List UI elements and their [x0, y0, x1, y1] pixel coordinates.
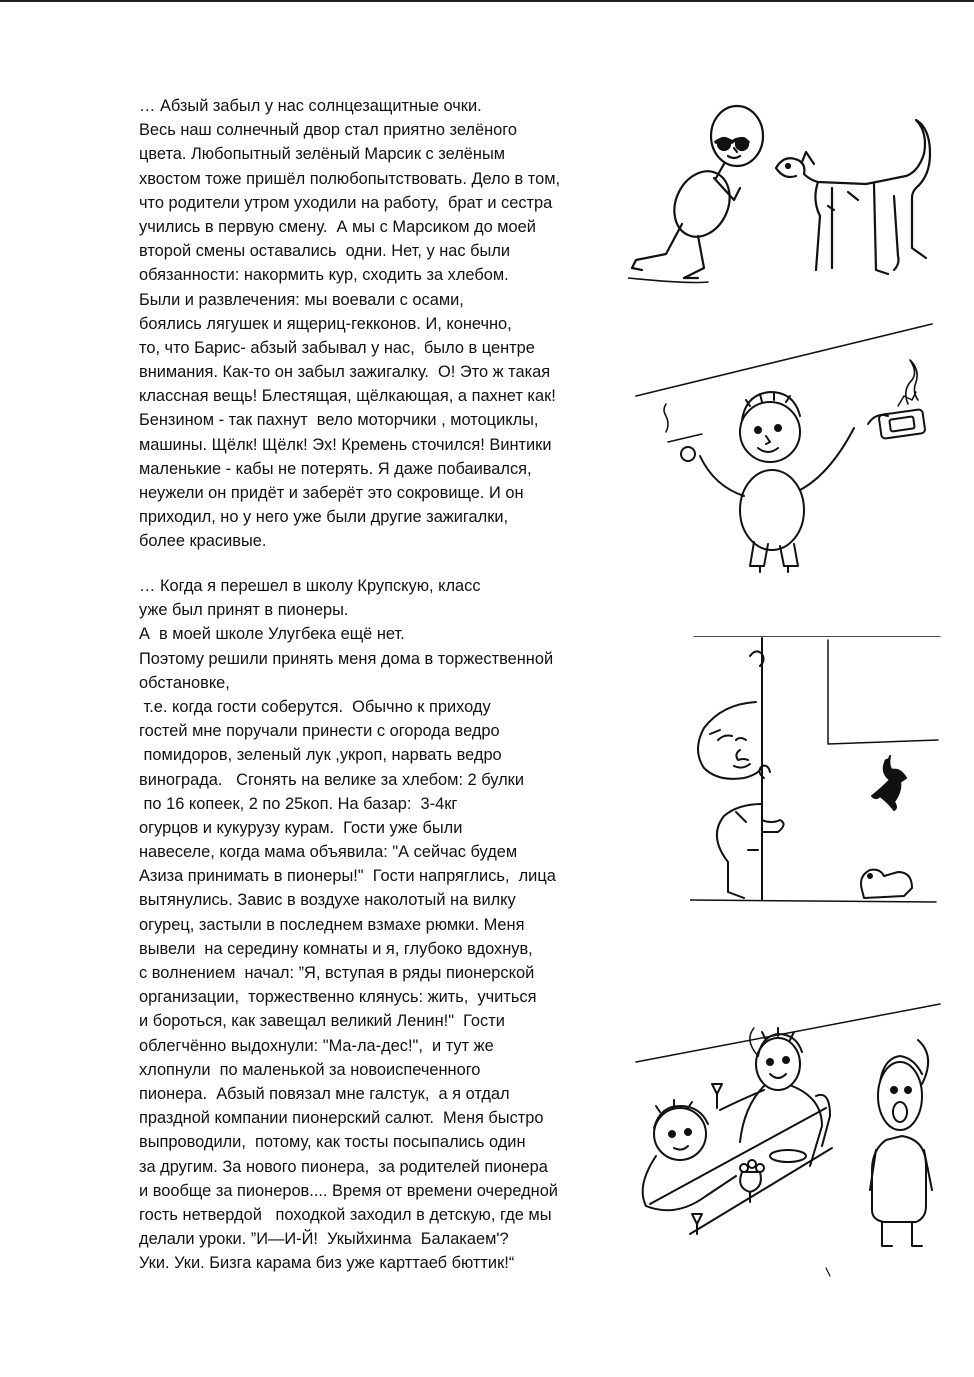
text-line: … Когда я перешел в школу Крупскую, класс [139, 577, 481, 595]
text-line: Бензином - так пахнут вело моторчики , мотоциклы, [139, 411, 539, 430]
saluting-boy-right [870, 1040, 932, 1246]
illustration-boy-peeking [690, 636, 942, 908]
text-line: и вообще за пионеров.... Время от времени очередной [139, 1181, 558, 1200]
text-line: делали уроки. ”И—И-Й! Укыйхинма Балакаем'? [139, 1230, 509, 1249]
frog-on-floor [861, 870, 912, 898]
text-line: винограда. Сгонять на велике за хлебом: 2 булки [139, 770, 524, 789]
text-line: помидоров, зеленый лук ,укроп, нарвать ведро [139, 746, 502, 765]
text-line: огурцов и кукурузу курам. Гости уже были [139, 818, 463, 837]
text-line: облегчённо выдохнули: "Ма-ла-дес!", и тут же [139, 1036, 494, 1055]
text-line: вывели на середину комнаты и я, глубоко вдохнув, [139, 939, 533, 958]
text-line: второй смены оставались одни. Нет, у нас были [139, 242, 511, 261]
text-line: Весь наш солнечный двор стал приятно зелёного [139, 121, 517, 140]
text-line: обязанности: накормить кур, сходить за хлебом. [139, 266, 509, 285]
illustration-boy-lighter [632, 320, 942, 582]
text-line: по 16 копеек, 2 по 25коп. На базар: 3-4кг [139, 794, 458, 813]
text-line: пионера. Абзый повязал мне галстук, а я отдал [139, 1084, 510, 1103]
text-line: гостей мне поручали принести с огорода ведро [139, 722, 500, 741]
cigarette-hand [664, 404, 702, 461]
text-line: машины. Щёлк! Щёлк! Эх! Кремень сточился! Винтики [139, 435, 552, 454]
text-line: хвостом тоже пришёл полюбопытствовать. Дело в том, [139, 169, 561, 188]
text-line: что родители утром уходили на работу, брат и сестра [139, 193, 553, 212]
text-line: … Абзый забыл у нас солнцезащитные очки. [139, 97, 482, 115]
paragraph-pioneer [139, 574, 609, 1275]
text-line: и бороться, как завещал великий Ленин!" Гости [139, 1012, 505, 1031]
text-line: Поэтому решили принять меня дома в торжественной [139, 649, 554, 668]
text-line: гость нетвердой походкой заходил в детскую, где мы [139, 1205, 552, 1224]
text-line: цвета. Любопытный зелёный Марсик с зелёным [139, 145, 505, 164]
text-line: навеселе, когда мама объявила: "А сейчас будем [139, 843, 518, 862]
text-line: то, что Барис- абзый забывал у нас, было в центре [139, 338, 535, 357]
text-line: более красивые. [139, 532, 267, 551]
lizard-on-wall [872, 756, 906, 810]
text-line: обстановке, [139, 673, 230, 692]
text-line: классная вещь! Блестящая, щёлкающая, а пахнет как! [139, 387, 556, 406]
text-line: за другим. За нового пионера, за родителей пионера [139, 1157, 548, 1176]
door-frame [828, 640, 938, 744]
lighter-hand [868, 360, 925, 439]
text-line: А в моей школе Улугбека ещё нет. [139, 625, 405, 644]
text-line: Уки. Уки. Бизга карама биз уже карттаеб бюттик!“ [139, 1254, 515, 1273]
text-line: приходил, но у него уже были другие зажигалки, [139, 508, 509, 527]
text-line: Были и развлечения: мы воевали с осами, [139, 290, 464, 309]
text-line: с волнением начал: ”Я, вступая в ряды пионерской [139, 964, 535, 982]
text-line: неужели он придёт и заберёт это сокровище. И он [139, 484, 524, 502]
text-line: вытянулись. Завис в воздухе наколотый на вилку [139, 891, 516, 910]
text-line: уже был принят в пионеры. [139, 601, 349, 620]
boy-figure [700, 392, 854, 572]
illustration-boy-sunglasses-dog [628, 96, 942, 296]
text-line: маленькие - кабы не потерять. Я даже побаивался, [139, 459, 532, 478]
illustration-party [630, 1000, 944, 1290]
boy-figure [632, 106, 763, 278]
text-line: внимания. Как-то он забыл зажигалку. О! Это ж такая [139, 363, 551, 382]
peeking-boy [698, 651, 784, 898]
text-line: выпроводили, потому, как тосты посыпались один [139, 1133, 526, 1152]
text-line: т.е. когда гости соберутся. Обычно к приходу [139, 697, 491, 716]
table-and-food [650, 1108, 832, 1234]
dog-figure [776, 120, 930, 274]
top-border [0, 0, 974, 2]
text-line: хлопнули по маленькой за новоиспеченного [139, 1060, 481, 1079]
text-line: организации, торжественно клянусь: жить, учиться [139, 988, 537, 1007]
stray-mark [826, 1268, 830, 1276]
text-line: праздной компании пионерский салют. Меня быстро [139, 1109, 544, 1128]
standing-guest-middle [712, 1028, 830, 1166]
text-line: боялись лягушек и ящериц-гекконов. И, конечно, [139, 314, 512, 333]
wall-edge-line [636, 324, 932, 396]
text-line: учились в первую смену. А мы с Марсиком до моей [139, 217, 536, 236]
floor-line [690, 900, 936, 902]
text-line: огурец, застыли в последнем взмахе рюмки. Меня [139, 915, 525, 934]
paragraph-sunglasses-lighter [139, 94, 609, 554]
text-line: Азиза принимать в пионеры!" Гости напряглись, лица [139, 867, 556, 886]
seated-guest-left [643, 1100, 736, 1210]
wall-edge-line [636, 1004, 940, 1062]
